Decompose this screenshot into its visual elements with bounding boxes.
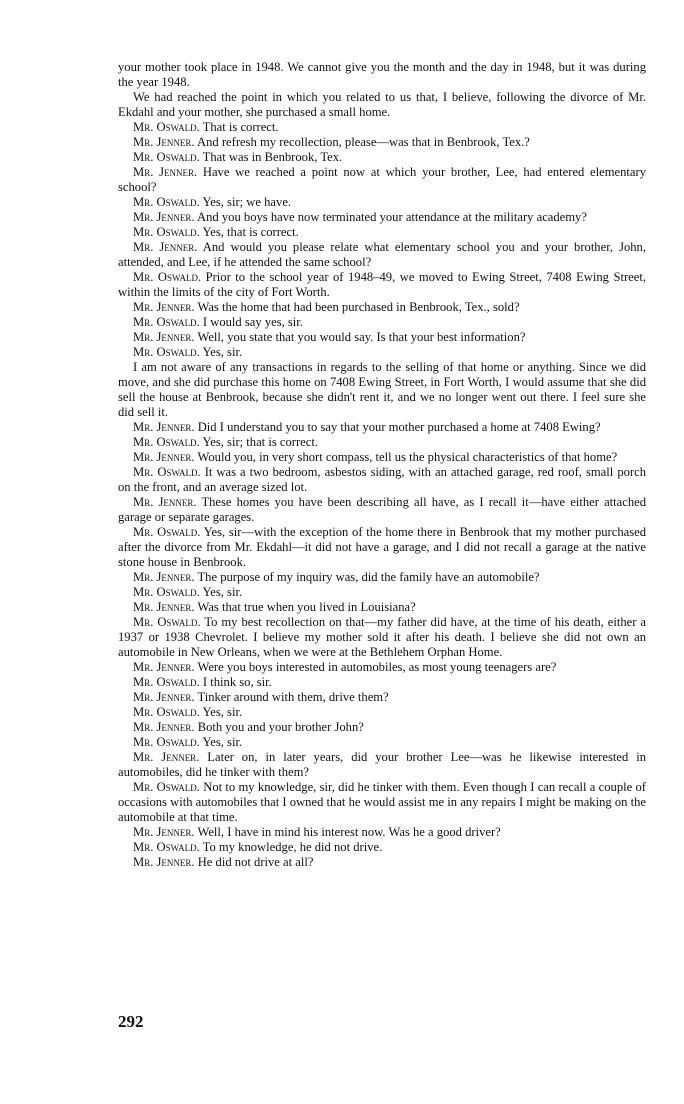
transcript-paragraph (118, 705, 646, 720)
transcript-paragraph (118, 735, 646, 750)
transcript-paragraph (118, 585, 646, 600)
transcript-paragraph (118, 60, 646, 90)
transcript-paragraph (118, 360, 646, 420)
transcript-paragraph (118, 120, 646, 135)
paragraph-text: Prior to the school year of 1948–49, we moved to Ewing Street, 7408 Ewing Street, within the limits of the city of Fort Worth. (118, 270, 646, 299)
paragraph-text: Yes, that is correct. (202, 225, 299, 239)
transcript-paragraph (118, 150, 646, 165)
paragraph-text: Was that true when you lived in Louisiana? (197, 600, 416, 614)
transcript-paragraph (118, 495, 646, 525)
transcript-paragraph (118, 90, 646, 120)
speaker-name: Mr. Oswald. (133, 585, 200, 599)
transcript-paragraph (118, 570, 646, 585)
speaker-name: Mr. Jenner. (133, 135, 195, 149)
paragraph-text: your mother took place in 1948. We cannot give you the month and the day in 1948, but it was during the year 1948. (118, 60, 646, 89)
paragraph-text: And would you please relate what elementary school you and your brother, John, attended, and Lee, if he attended the same school? (118, 240, 647, 269)
speaker-name: Mr. Jenner. (133, 720, 195, 734)
transcript-paragraph (118, 675, 646, 690)
paragraph-text: Yes, sir. (202, 345, 243, 359)
paragraph-text: He did not drive at all? (197, 855, 314, 869)
speaker-name: Mr. Oswald. (133, 735, 200, 749)
paragraph-text: Well, you state that you would say. Is that your best information? (197, 330, 526, 344)
transcript-paragraph (118, 300, 646, 315)
transcript-paragraph (118, 690, 646, 705)
speaker-name: Mr. Oswald. (133, 225, 200, 239)
paragraph-text: Yes, sir—with the exception of the home there in Benbrook that my mother purchased after the divorce from Mr. Ekdahl—it did not have a garage, and I did not recall a garage at the native stone house in Benbrook. (118, 525, 646, 569)
speaker-name: Mr. Jenner. (133, 600, 195, 614)
paragraph-text: Later on, in later years, did your brother Lee—was he likewise interested in automobiles, did he tinker with them? (118, 750, 646, 779)
transcript-paragraph (118, 420, 646, 435)
speaker-name: Mr. Jenner. (133, 690, 195, 704)
speaker-name: Mr. Jenner. (133, 210, 195, 224)
transcript-paragraph (118, 210, 646, 225)
paragraph-text: To my best recollection on that—my father did have, at the time of his death, either a 1937 or 1938 Chevrolet. I believe my mother sold it after his death. I believe she did not own an automobile in New Orleans, when we were at the Bethlehem Orphan Home. (118, 615, 646, 659)
speaker-name: Mr. Jenner. (133, 330, 195, 344)
transcript-paragraph (118, 195, 646, 210)
paragraph-text: Were you boys interested in automobiles, as most young teenagers are? (197, 660, 557, 674)
speaker-name: Mr. Oswald. (133, 435, 200, 449)
speaker-name: Mr. Oswald. (133, 705, 200, 719)
speaker-name: Mr. Jenner. (133, 450, 195, 464)
paragraph-text: That was in Benbrook, Tex. (202, 150, 343, 164)
speaker-name: Mr. Oswald. (133, 120, 200, 134)
transcript-paragraph (118, 450, 646, 465)
speaker-name: Mr. Jenner. (133, 240, 198, 254)
paragraph-text: To my knowledge, he did not drive. (202, 840, 383, 854)
speaker-name: Mr. Oswald. (133, 525, 201, 539)
paragraph-text: It was a two bedroom, asbestos siding, with an attached garage, red roof, small porch on the front, and an average sized lot. (118, 465, 646, 494)
transcript-paragraph (118, 825, 646, 840)
paragraph-text: Yes, sir; we have. (202, 195, 292, 209)
speaker-name: Mr. Jenner. (133, 855, 195, 869)
transcript-paragraph (118, 840, 646, 855)
speaker-name: Mr. Oswald. (133, 195, 200, 209)
paragraph-text: Have we reached a point now at which your brother, Lee, had entered elementary school? (118, 165, 646, 194)
paragraph-text: The purpose of my inquiry was, did the family have an automobile? (197, 570, 540, 584)
speaker-name: Mr. Jenner. (133, 660, 195, 674)
speaker-name: Mr. Jenner. (133, 300, 195, 314)
paragraph-text: These homes you have been describing all have, as I recall it—have either attached garage or separate garages. (118, 495, 647, 524)
paragraph-text: And you boys have now terminated your attendance at the military academy? (197, 210, 587, 224)
transcript-paragraph (118, 225, 646, 240)
speaker-name: Mr. Oswald. (133, 615, 201, 629)
speaker-name: Mr. Jenner. (133, 825, 195, 839)
transcript-paragraph (118, 345, 646, 360)
speaker-name: Mr. Oswald. (133, 675, 200, 689)
speaker-name: Mr. Oswald. (133, 150, 200, 164)
paragraph-text: Yes, sir. (202, 585, 243, 599)
transcript-paragraph (118, 315, 646, 330)
paragraph-text: Yes, sir. (202, 735, 243, 749)
transcript-paragraph (118, 270, 646, 300)
transcript-paragraph (118, 465, 646, 495)
paragraph-text: And refresh my recollection, please—was that in Benbrook, Tex.? (197, 135, 530, 149)
paragraph-text: We had reached the point in which you related to us that, I believe, following the divorce of Mr. Ekdahl and your mother, she purchased a small home. (118, 90, 646, 119)
transcript-body (118, 60, 646, 870)
page-number: 292 (118, 1012, 144, 1031)
paragraph-text: That is correct. (202, 120, 279, 134)
speaker-name: Mr. Jenner. (133, 570, 195, 584)
transcript-paragraph (118, 660, 646, 675)
transcript-paragraph (118, 780, 646, 825)
speaker-name: Mr. Jenner. (133, 495, 197, 509)
paragraph-text: Yes, sir. (202, 705, 243, 719)
speaker-name: Mr. Oswald. (133, 780, 200, 794)
transcript-paragraph (118, 525, 646, 570)
paragraph-text: Both you and your brother John? (197, 720, 364, 734)
transcript-paragraph (118, 750, 646, 780)
paragraph-text: I think so, sir. (202, 675, 272, 689)
transcript-paragraph (118, 330, 646, 345)
speaker-name: Mr. Jenner. (133, 165, 198, 179)
speaker-name: Mr. Oswald. (133, 345, 200, 359)
paragraph-text: Well, I have in mind his interest now. Was he a good driver? (197, 825, 501, 839)
speaker-name: Mr. Jenner. (133, 420, 195, 434)
paragraph-text: Not to my knowledge, sir, did he tinker with them. Even though I can recall a couple of occasions with automobiles that I owned that he would assist me in any repairs I might be making on the automobile at that time. (118, 780, 646, 824)
transcript-paragraph (118, 855, 646, 870)
paragraph-text: Yes, sir; that is correct. (202, 435, 318, 449)
speaker-name: Mr. Oswald. (133, 840, 200, 854)
paragraph-text: I would say yes, sir. (202, 315, 303, 329)
paragraph-text: I am not aware of any transactions in regards to the selling of that home or anything. Since we did move, and she did purchase this home on 7408 Ewing Street, in Fort Worth, I would assume that she did sell the house at Benbrook, because she didn't rent it, and we no longer went out there. I feel sure she did sell it. (118, 360, 646, 419)
paragraph-text: Did I understand you to say that your mother purchased a home at 7408 Ewing? (197, 420, 601, 434)
paragraph-text: Would you, in very short compass, tell us the physical characteristics of that home? (197, 450, 618, 464)
speaker-name: Mr. Oswald. (133, 315, 200, 329)
speaker-name: Mr. Oswald. (133, 465, 201, 479)
transcript-paragraph (118, 600, 646, 615)
speaker-name: Mr. Oswald. (133, 270, 202, 284)
transcript-paragraph (118, 435, 646, 450)
paragraph-text: Tinker around with them, drive them? (197, 690, 389, 704)
paragraph-text: Was the home that had been purchased in Benbrook, Tex., sold? (197, 300, 520, 314)
transcript-paragraph (118, 135, 646, 150)
transcript-paragraph (118, 615, 646, 660)
transcript-paragraph (118, 720, 646, 735)
speaker-name: Mr. Jenner. (133, 750, 200, 764)
transcript-paragraph (118, 240, 646, 270)
transcript-paragraph (118, 165, 646, 195)
